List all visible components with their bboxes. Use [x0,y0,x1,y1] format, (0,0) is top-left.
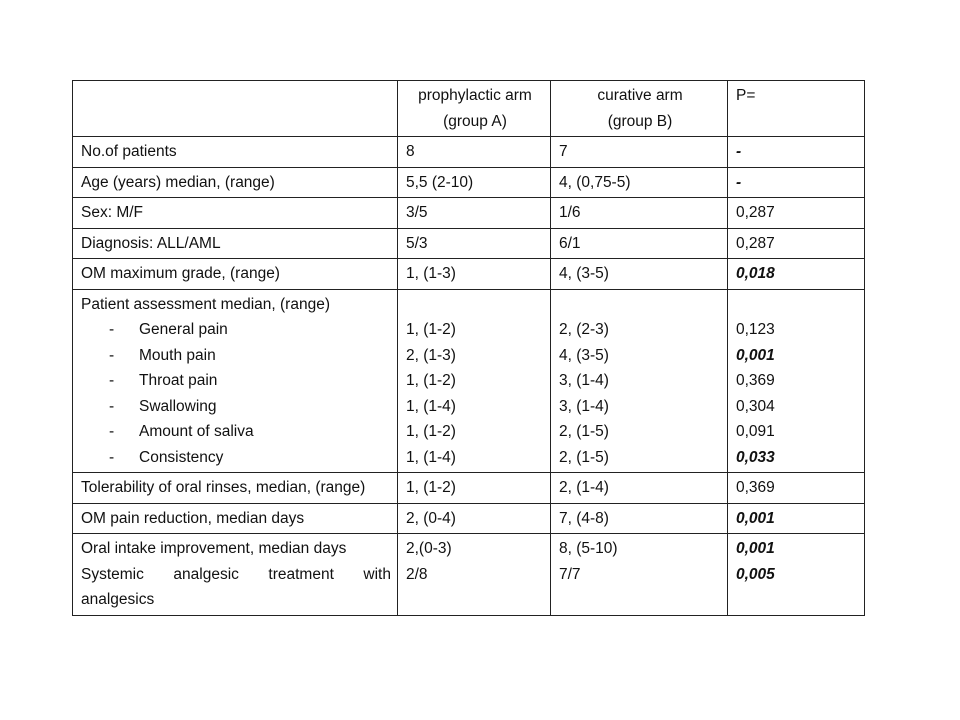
last-row-labels [73,534,398,616]
group-a-value: 1, (1-2) [406,372,456,389]
bullet-dash: - [109,448,115,466]
assessment-group-a [398,289,551,473]
table-row [73,137,865,168]
row-label: Oral intake improvement, median days [81,540,347,557]
p-value: 0,091 [736,423,775,440]
group-a-value: 1, (1-2) [406,423,456,440]
assessment-item [81,419,391,445]
row-label: No.of patients [73,137,398,168]
group-a-value: 5,5 (2-10) [398,167,551,198]
assessment-item [81,368,391,394]
p-value: 0,001 [736,540,775,557]
results-table [72,80,865,616]
p-value: 0,123 [736,321,775,338]
row-label: Tolerability of oral rinses, median, (range) [73,473,398,504]
group-b-value: 7, (4-8) [551,503,728,534]
assessment-item-label: Consistency [139,448,224,466]
header-curative-group: (group B) [607,112,673,130]
row-label: OM pain reduction, median days [73,503,398,534]
p-value: 0,018 [728,259,865,290]
group-a-value: 8 [398,137,551,168]
assessment-item [81,445,391,471]
group-a-value: 1, (1-2) [398,473,551,504]
table-row [73,167,865,198]
bullet-dash: - [109,397,115,415]
table-row [73,503,865,534]
assessment-item-label: Swallowing [139,397,217,415]
assessment-group-b [551,289,728,473]
p-value: 0,287 [728,198,865,229]
group-a-value: 5/3 [398,228,551,259]
group-b-value: 3, (1-4) [559,372,609,389]
bullet-dash: - [109,372,115,389]
group-a-value: 1, (1-4) [406,448,456,466]
row-label: Sex: M/F [73,198,398,229]
header-prophylactic-group: (group A) [443,112,507,130]
header-empty-cell [73,81,398,137]
bullet-dash: - [109,346,115,364]
row-label: Systemic analgesic treatment with analgesics [81,565,391,608]
group-b-value: 2, (1-5) [559,448,609,466]
last-row-group-b [551,534,728,616]
p-value: 0,001 [736,346,775,364]
group-a-value: 2, (1-3) [406,346,456,364]
group-a-value: 1, (1-3) [398,259,551,290]
last-row-group-a [398,534,551,616]
assessment-item [81,394,391,420]
p-value: 0,287 [728,228,865,259]
row-label: OM maximum grade, (range) [73,259,398,290]
table-row [73,259,865,290]
group-a-value: 3/5 [398,198,551,229]
row-label: Age (years) median, (range) [73,167,398,198]
group-b-value: 2, (2-3) [559,321,609,338]
header-p-value: P= [728,81,865,137]
assessment-title: Patient assessment median, (range) [81,295,330,313]
table-row [73,473,865,504]
assessment-p-values [728,289,865,473]
group-a-value: 2/8 [406,565,428,583]
p-value: 0,369 [736,372,775,389]
p-value: 0,369 [728,473,865,504]
assessment-labels [73,289,398,473]
header-curative-arm [551,81,728,137]
bullet-dash: - [109,423,115,440]
table-row [73,534,865,616]
group-b-value: 7/7 [559,565,581,583]
group-b-value: 4, (3-5) [559,346,609,364]
assessment-item-label: General pain [139,321,228,338]
table-header-row [73,81,865,137]
assessment-item-label: Throat pain [139,372,218,389]
last-row-p-values [728,534,865,616]
p-value: 0,001 [728,503,865,534]
header-prophylactic-arm [398,81,551,137]
table-row [73,198,865,229]
group-b-value: 2, (1-4) [551,473,728,504]
assessment-item-label: Amount of saliva [139,423,254,440]
group-a-value: 1, (1-2) [406,321,456,338]
header-curative-title: curative arm [597,87,683,104]
bullet-dash: - [109,321,115,338]
p-value: - [728,167,865,198]
p-value: - [728,137,865,168]
group-b-value: 8, (5-10) [559,540,618,557]
table-row [73,228,865,259]
group-b-value: 1/6 [551,198,728,229]
assessment-item-label: Mouth pain [139,346,216,364]
header-prophylactic-title: prophylactic arm [418,87,532,104]
assessment-item [81,343,391,369]
group-a-value: 2,(0-3) [406,540,452,557]
group-b-value: 6/1 [551,228,728,259]
assessment-item [81,317,391,343]
group-b-value: 4, (0,75-5) [551,167,728,198]
group-b-value: 3, (1-4) [559,397,609,415]
group-b-value: 2, (1-5) [559,423,609,440]
group-a-value: 1, (1-4) [406,397,456,415]
p-value: 0,033 [736,448,775,466]
group-a-value: 2, (0-4) [398,503,551,534]
p-value: 0,005 [736,565,775,583]
row-label: Diagnosis: ALL/AML [73,228,398,259]
group-b-value: 7 [551,137,728,168]
group-b-value: 4, (3-5) [551,259,728,290]
p-value: 0,304 [736,397,775,415]
assessment-row [73,289,865,473]
